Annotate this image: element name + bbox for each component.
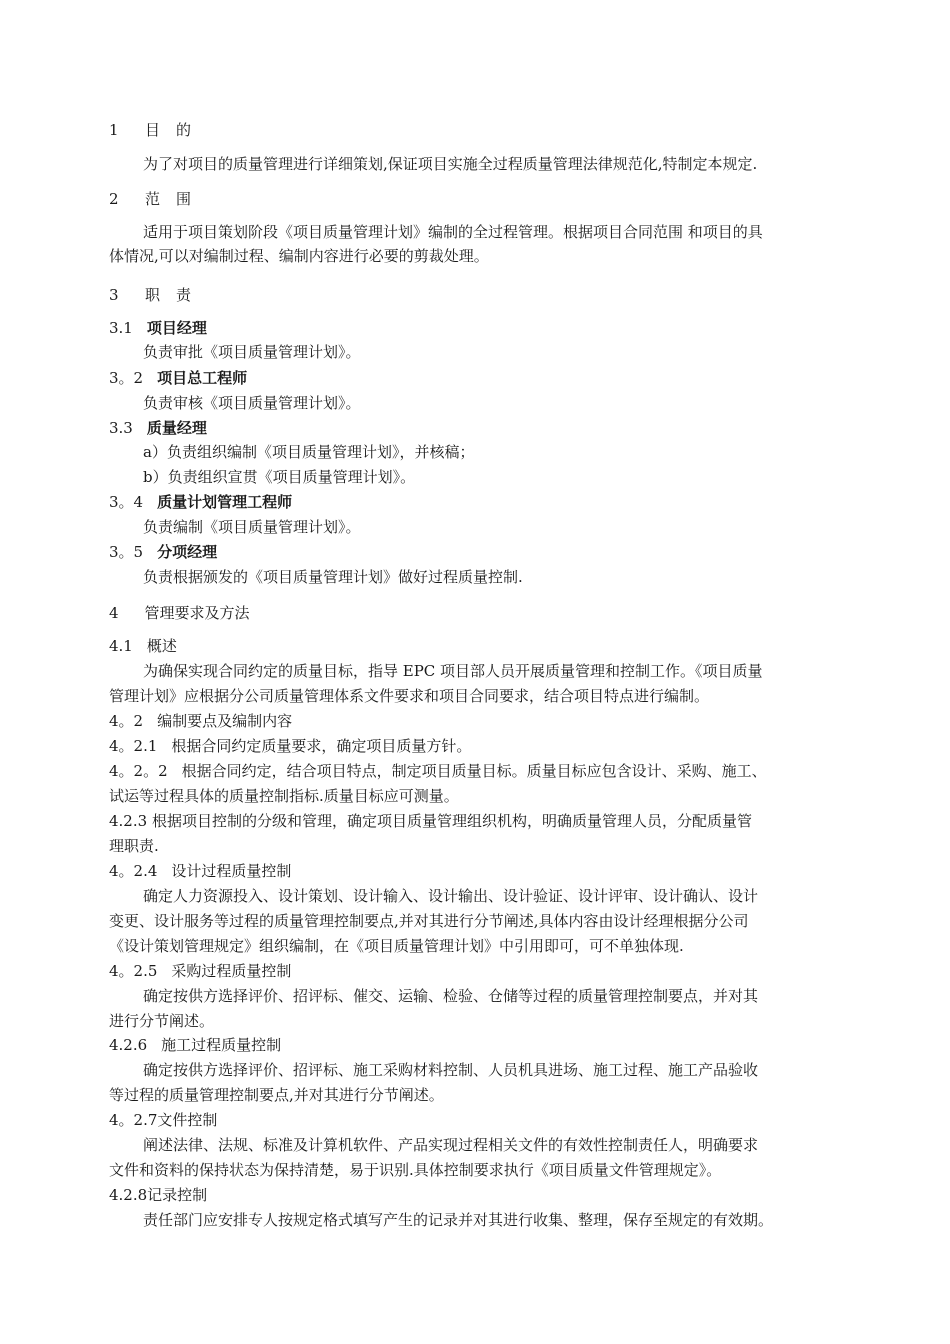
section-number: 1: [109, 121, 120, 139]
section-title: 管理要求及方法: [144, 604, 250, 622]
section-title: 职 责: [145, 286, 192, 304]
clause-number: 4.2.3: [109, 812, 148, 830]
clause-4-2-8-heading: [109, 1185, 844, 1205]
subsection-title: 质量经理: [146, 419, 207, 437]
clause-title: 文件控制: [157, 1111, 218, 1129]
subsection-3-5-body: 负责根据颁发的《项目质量管理计划》做好过程质量控制.: [143, 568, 523, 586]
list-item-b: b）负责组织宣贯《项目质量管理计划》。: [143, 468, 416, 486]
section-number: 4: [109, 604, 119, 622]
paragraph-line: 为确保实现合同约定的质量目标，指导 EPC 项目部人员开展质量管理和控制工作。《项目质量: [143, 662, 763, 680]
subsection-number: 3.1: [109, 319, 133, 337]
subsection-3-2-heading: [109, 368, 844, 388]
subsection-title: 项目经理: [146, 319, 207, 337]
subsection-3-4-body: 负责编制《项目质量管理计划》。: [143, 518, 361, 536]
clause-title: 施工过程质量控制: [161, 1036, 282, 1054]
section-number: 2: [109, 190, 120, 208]
subsection-3-1-body: 负责审批《项目质量管理计划》。: [143, 343, 361, 361]
paragraph-line: 确定人力资源投入、设计策划、设计输入、设计输出、设计验证、设计评审、设计确认、设计: [143, 887, 759, 905]
paragraph-line: 变更、设计服务等过程的质量管理控制要点,并对其进行分节阐述,具体内容由设计经理根据分公司: [109, 912, 749, 930]
clause-number: 4。2.7: [109, 1111, 158, 1129]
clause-number: 4。2.4: [109, 862, 158, 880]
paragraph-line: 确定按供方选择评价、招评标、施工采购材料控制、人员机具进场、施工过程、施工产品验收: [143, 1061, 759, 1079]
subsection-4-1-heading: [109, 636, 844, 656]
clause-number: 4。2。2: [109, 762, 168, 780]
paragraph-line: 试运等过程具体的质量控制指标.质量目标应可测量。: [109, 787, 459, 805]
subsection-title: 质量计划管理工程师: [157, 493, 293, 511]
section-1-body: 为了对项目的质量管理进行详细策划,保证项目实施全过程质量管理法律规范化,特制定本规定.: [143, 155, 758, 173]
section-1-heading: [109, 120, 844, 140]
paragraph-line: 管理计划》应根据分公司质量管理体系文件要求和项目合同要求，结合项目特点进行编制。: [109, 687, 710, 705]
section-2-heading: [109, 189, 844, 209]
section-4-heading: [109, 603, 844, 623]
clause-4-2-6-heading: [109, 1035, 844, 1055]
clause-4-2-3: [109, 811, 844, 831]
clause-4-2-5-heading: [109, 961, 844, 981]
section-3-heading: [109, 285, 844, 305]
clause-4-2-1: [109, 736, 844, 756]
subsection-number: 3。4: [109, 493, 144, 511]
clause-title: 设计过程质量控制: [171, 862, 292, 880]
clause-text: 根据项目控制的分级和管理，确定项目质量管理组织机构，明确质量管理人员，分配质量管: [151, 812, 752, 830]
subsection-number: 3.3: [109, 419, 133, 437]
subsection-title: 分项经理: [157, 543, 218, 561]
subsection-title: 概述: [146, 637, 177, 655]
paragraph-line: 理职责.: [109, 837, 159, 855]
clause-number: 4.2.8: [109, 1186, 148, 1204]
list-item-a: a）负责组织编制《项目质量管理计划》，并核稿；: [143, 443, 475, 461]
section-2-body-line: 体情况,可以对编制过程、编制内容进行必要的剪裁处理。: [109, 247, 489, 265]
clause-title: 采购过程质量控制: [171, 962, 292, 980]
paragraph-line: 文件和资料的保持状态为保持清楚，易于识别.具体控制要求执行《项目质量文件管理规定》。: [109, 1161, 722, 1179]
subsection-3-1-heading: [109, 318, 844, 338]
subsection-4-2-heading: [109, 711, 844, 731]
subsection-number: 4.1: [109, 637, 133, 655]
subsection-number: 3。2: [109, 369, 144, 387]
section-title: 目 的: [145, 121, 192, 139]
clause-text: 根据合同约定质量要求，确定项目质量方针。: [171, 737, 472, 755]
subsection-number: 4。2: [109, 712, 144, 730]
subsection-title: 项目总工程师: [157, 369, 248, 387]
paragraph-line: 确定按供方选择评价、招评标、催交、运输、检验、仓储等过程的质量管理控制要点，并对其: [143, 987, 759, 1005]
paragraph-line: 进行分节阐述。: [109, 1012, 215, 1030]
subsection-3-3-heading: [109, 418, 844, 438]
subsection-3-2-body: 负责审核《项目质量管理计划》。: [143, 394, 361, 412]
section-2-body-line: 适用于项目策划阶段《项目质量管理计划》编制的全过程管理。根据项目合同范围 和项目的具: [143, 223, 763, 241]
section-number: 3: [109, 286, 120, 304]
clause-text: 根据合同约定，结合项目特点，制定项目质量目标。质量目标应包含设计、采购、施工、: [181, 762, 767, 780]
clause-number: 4。2.5: [109, 962, 158, 980]
paragraph-line: 等过程的质量管理控制要点,并对其进行分节阐述。: [109, 1086, 444, 1104]
clause-title: 记录控制: [147, 1186, 208, 1204]
subsection-3-4-heading: [109, 492, 844, 512]
subsection-title: 编制要点及编制内容: [157, 712, 293, 730]
paragraph-line: 责任部门应安排专人按规定格式填写产生的记录并对其进行收集、整理，保存至规定的有效期。: [143, 1211, 774, 1229]
clause-4-2-2: [109, 761, 844, 781]
subsection-number: 3。5: [109, 543, 144, 561]
clause-4-2-7-heading: [109, 1110, 844, 1130]
clause-number: 4.2.6: [109, 1036, 148, 1054]
clause-4-2-4-heading: [109, 861, 844, 881]
subsection-3-5-heading: [109, 542, 844, 562]
paragraph-line: 阐述法律、法规、标准及计算机软件、产品实现过程相关文件的有效性控制责任人，明确要求: [143, 1136, 759, 1154]
clause-number: 4。2.1: [109, 737, 158, 755]
section-title: 范 围: [145, 190, 192, 208]
paragraph-line: 《设计策划管理规定》组织编制，在《项目质量管理计划》中引用即可，可不单独体现.: [109, 937, 684, 955]
